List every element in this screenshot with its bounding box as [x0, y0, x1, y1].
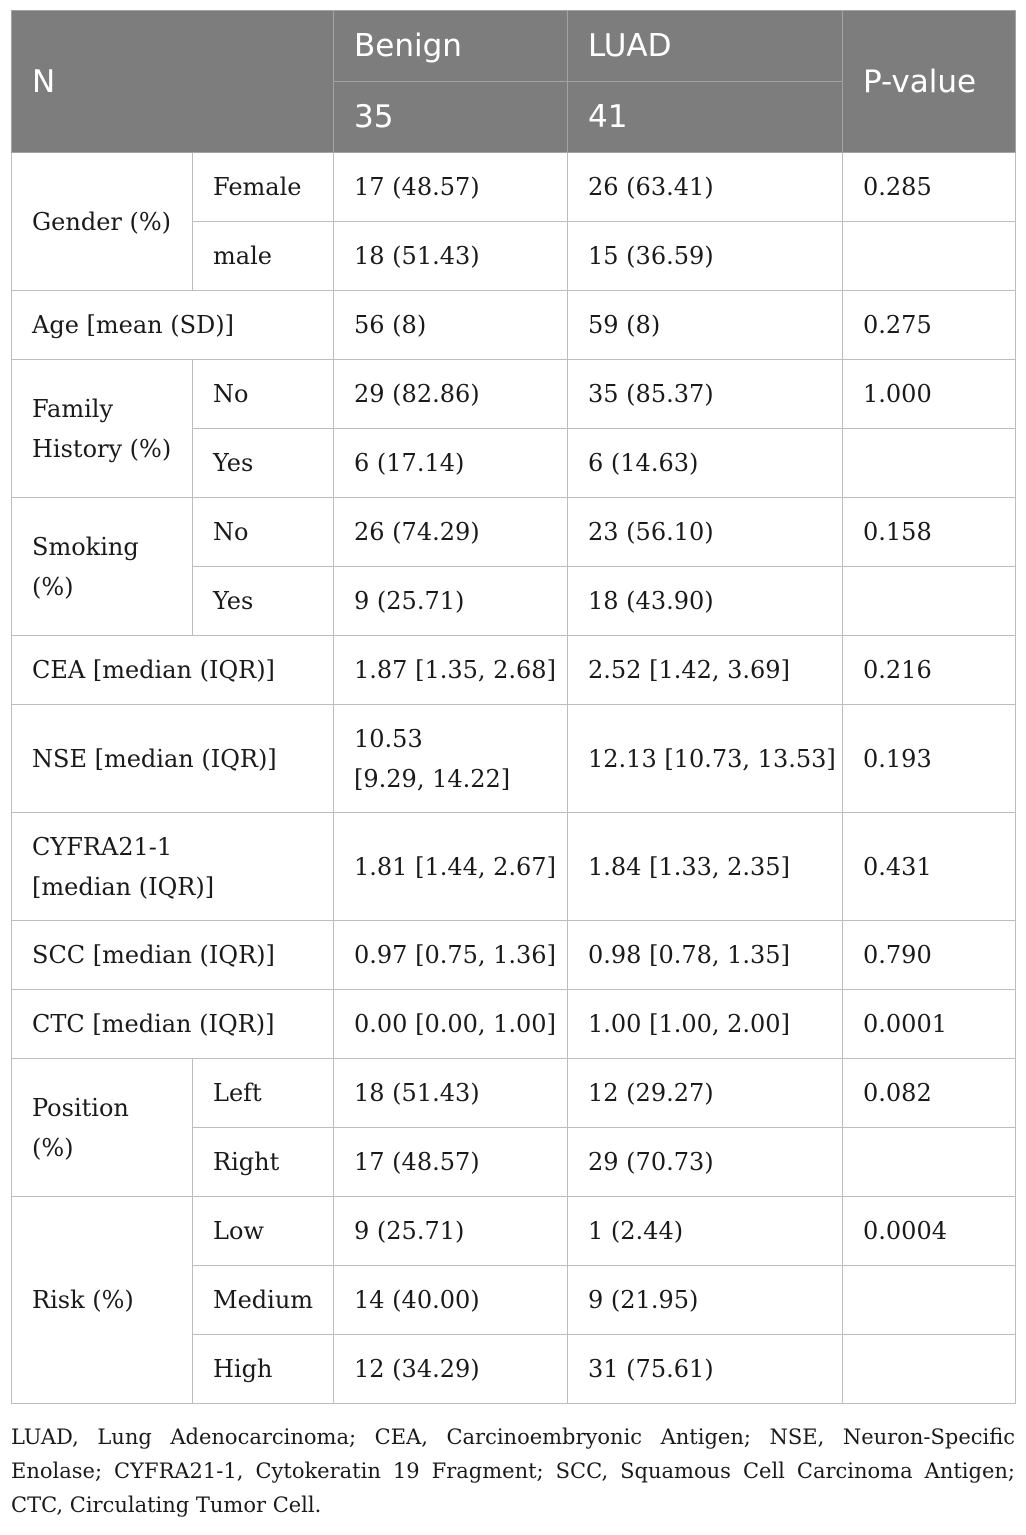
benign-cell	[334, 705, 568, 813]
table-row	[12, 153, 1016, 222]
luad-cell: 12 (29.27)	[568, 1059, 843, 1128]
value-line: 10.53	[354, 724, 423, 753]
pvalue-cell: 0.275	[843, 291, 1016, 360]
table-row	[12, 990, 1016, 1059]
label-line: CYFRA21-1	[32, 832, 173, 861]
benign-cell: 6 (17.14)	[334, 429, 568, 498]
sub-label: No	[193, 360, 334, 429]
table-row	[12, 705, 1016, 813]
header-benign-n: 35	[334, 82, 568, 153]
benign-cell: 56 (8)	[334, 291, 568, 360]
table-row	[12, 921, 1016, 990]
label-line: Family	[32, 394, 113, 423]
luad-cell: 1 (2.44)	[568, 1197, 843, 1266]
luad-cell: 6 (14.63)	[568, 429, 843, 498]
sub-label: Right	[193, 1128, 334, 1197]
table-header	[12, 11, 1016, 153]
pvalue-cell	[843, 1128, 1016, 1197]
pvalue-cell: 0.158	[843, 498, 1016, 567]
row-label-risk: Risk (%)	[12, 1197, 193, 1404]
pvalue-cell	[843, 567, 1016, 636]
table-container	[11, 10, 1015, 1404]
row-label-smoking	[12, 498, 193, 636]
pvalue-cell: 0.790	[843, 921, 1016, 990]
label-line: [median (IQR)]	[32, 872, 215, 901]
luad-cell: 59 (8)	[568, 291, 843, 360]
pvalue-cell: 0.431	[843, 813, 1016, 921]
row-label-ctc: CTC [median (IQR)]	[12, 990, 334, 1059]
table-row	[12, 360, 1016, 429]
sub-label: Low	[193, 1197, 334, 1266]
luad-cell: 9 (21.95)	[568, 1266, 843, 1335]
luad-cell: 18 (43.90)	[568, 567, 843, 636]
benign-cell: 17 (48.57)	[334, 1128, 568, 1197]
luad-cell: 23 (56.10)	[568, 498, 843, 567]
row-label-scc: SCC [median (IQR)]	[12, 921, 334, 990]
table-body	[12, 153, 1016, 1404]
luad-cell: 35 (85.37)	[568, 360, 843, 429]
luad-cell: 26 (63.41)	[568, 153, 843, 222]
sub-label: High	[193, 1335, 334, 1404]
header-pvalue: P-value	[843, 11, 1016, 153]
sub-label: Yes	[193, 429, 334, 498]
benign-cell: 0.00 [0.00, 1.00]	[334, 990, 568, 1059]
luad-cell: 31 (75.61)	[568, 1335, 843, 1404]
benign-cell: 9 (25.71)	[334, 1197, 568, 1266]
header-luad: LUAD	[568, 11, 843, 82]
benign-cell: 26 (74.29)	[334, 498, 568, 567]
row-label-cyfra	[12, 813, 334, 921]
pvalue-cell	[843, 222, 1016, 291]
pvalue-cell: 0.0004	[843, 1197, 1016, 1266]
sub-label: Left	[193, 1059, 334, 1128]
label-line: Smoking	[32, 532, 139, 561]
table-row	[12, 1059, 1016, 1128]
pvalue-cell: 0.193	[843, 705, 1016, 813]
benign-cell: 12 (34.29)	[334, 1335, 568, 1404]
table-footnote: LUAD, Lung Adenocarcinoma; CEA, Carcinoembryonic Antigen; NSE, Neuron-Specific Enolase; CYFRA21-1, Cytokeratin 19 Fragment; SCC, Squamous Cell Carcinoma Antigen; CTC, Circulating Tumor Cell.	[11, 1425, 1015, 1517]
row-label-nse: NSE [median (IQR)]	[12, 705, 334, 813]
sub-label: Yes	[193, 567, 334, 636]
pvalue-cell	[843, 1266, 1016, 1335]
header-n: N	[12, 11, 334, 153]
benign-cell: 17 (48.57)	[334, 153, 568, 222]
pvalue-cell: 0.216	[843, 636, 1016, 705]
pvalue-cell	[843, 1335, 1016, 1404]
luad-cell: 15 (36.59)	[568, 222, 843, 291]
sub-label: Female	[193, 153, 334, 222]
benign-cell: 18 (51.43)	[334, 1059, 568, 1128]
table-row	[12, 1197, 1016, 1266]
pvalue-cell: 0.0001	[843, 990, 1016, 1059]
table-row	[12, 291, 1016, 360]
label-line: (%)	[32, 1133, 74, 1162]
pvalue-cell: 1.000	[843, 360, 1016, 429]
sub-label: No	[193, 498, 334, 567]
benign-cell: 1.87 [1.35, 2.68]	[334, 636, 568, 705]
sub-label: male	[193, 222, 334, 291]
luad-cell: 0.98 [0.78, 1.35]	[568, 921, 843, 990]
row-label-position	[12, 1059, 193, 1197]
table-row	[12, 498, 1016, 567]
label-line: History (%)	[32, 434, 172, 463]
pvalue-cell	[843, 429, 1016, 498]
table-row	[12, 813, 1016, 921]
row-label-cea: CEA [median (IQR)]	[12, 636, 334, 705]
luad-cell: 1.84 [1.33, 2.35]	[568, 813, 843, 921]
sub-label: Medium	[193, 1266, 334, 1335]
benign-cell: 0.97 [0.75, 1.36]	[334, 921, 568, 990]
header-benign: Benign	[334, 11, 568, 82]
pvalue-cell: 0.082	[843, 1059, 1016, 1128]
luad-cell: 29 (70.73)	[568, 1128, 843, 1197]
benign-cell: 1.81 [1.44, 2.67]	[334, 813, 568, 921]
benign-cell: 29 (82.86)	[334, 360, 568, 429]
characteristics-table	[11, 10, 1016, 1404]
value-line: [9.29, 14.22]	[354, 764, 511, 793]
label-line: (%)	[32, 572, 74, 601]
pvalue-cell: 0.285	[843, 153, 1016, 222]
luad-cell: 2.52 [1.42, 3.69]	[568, 636, 843, 705]
row-label-family-history	[12, 360, 193, 498]
row-label-gender: Gender (%)	[12, 153, 193, 291]
luad-cell: 1.00 [1.00, 2.00]	[568, 990, 843, 1059]
table-row	[12, 636, 1016, 705]
benign-cell: 9 (25.71)	[334, 567, 568, 636]
benign-cell: 18 (51.43)	[334, 222, 568, 291]
label-line: Position	[32, 1093, 129, 1122]
header-luad-n: 41	[568, 82, 843, 153]
luad-cell: 12.13 [10.73, 13.53]	[568, 705, 843, 813]
row-label-age: Age [mean (SD)]	[12, 291, 334, 360]
benign-cell: 14 (40.00)	[334, 1266, 568, 1335]
